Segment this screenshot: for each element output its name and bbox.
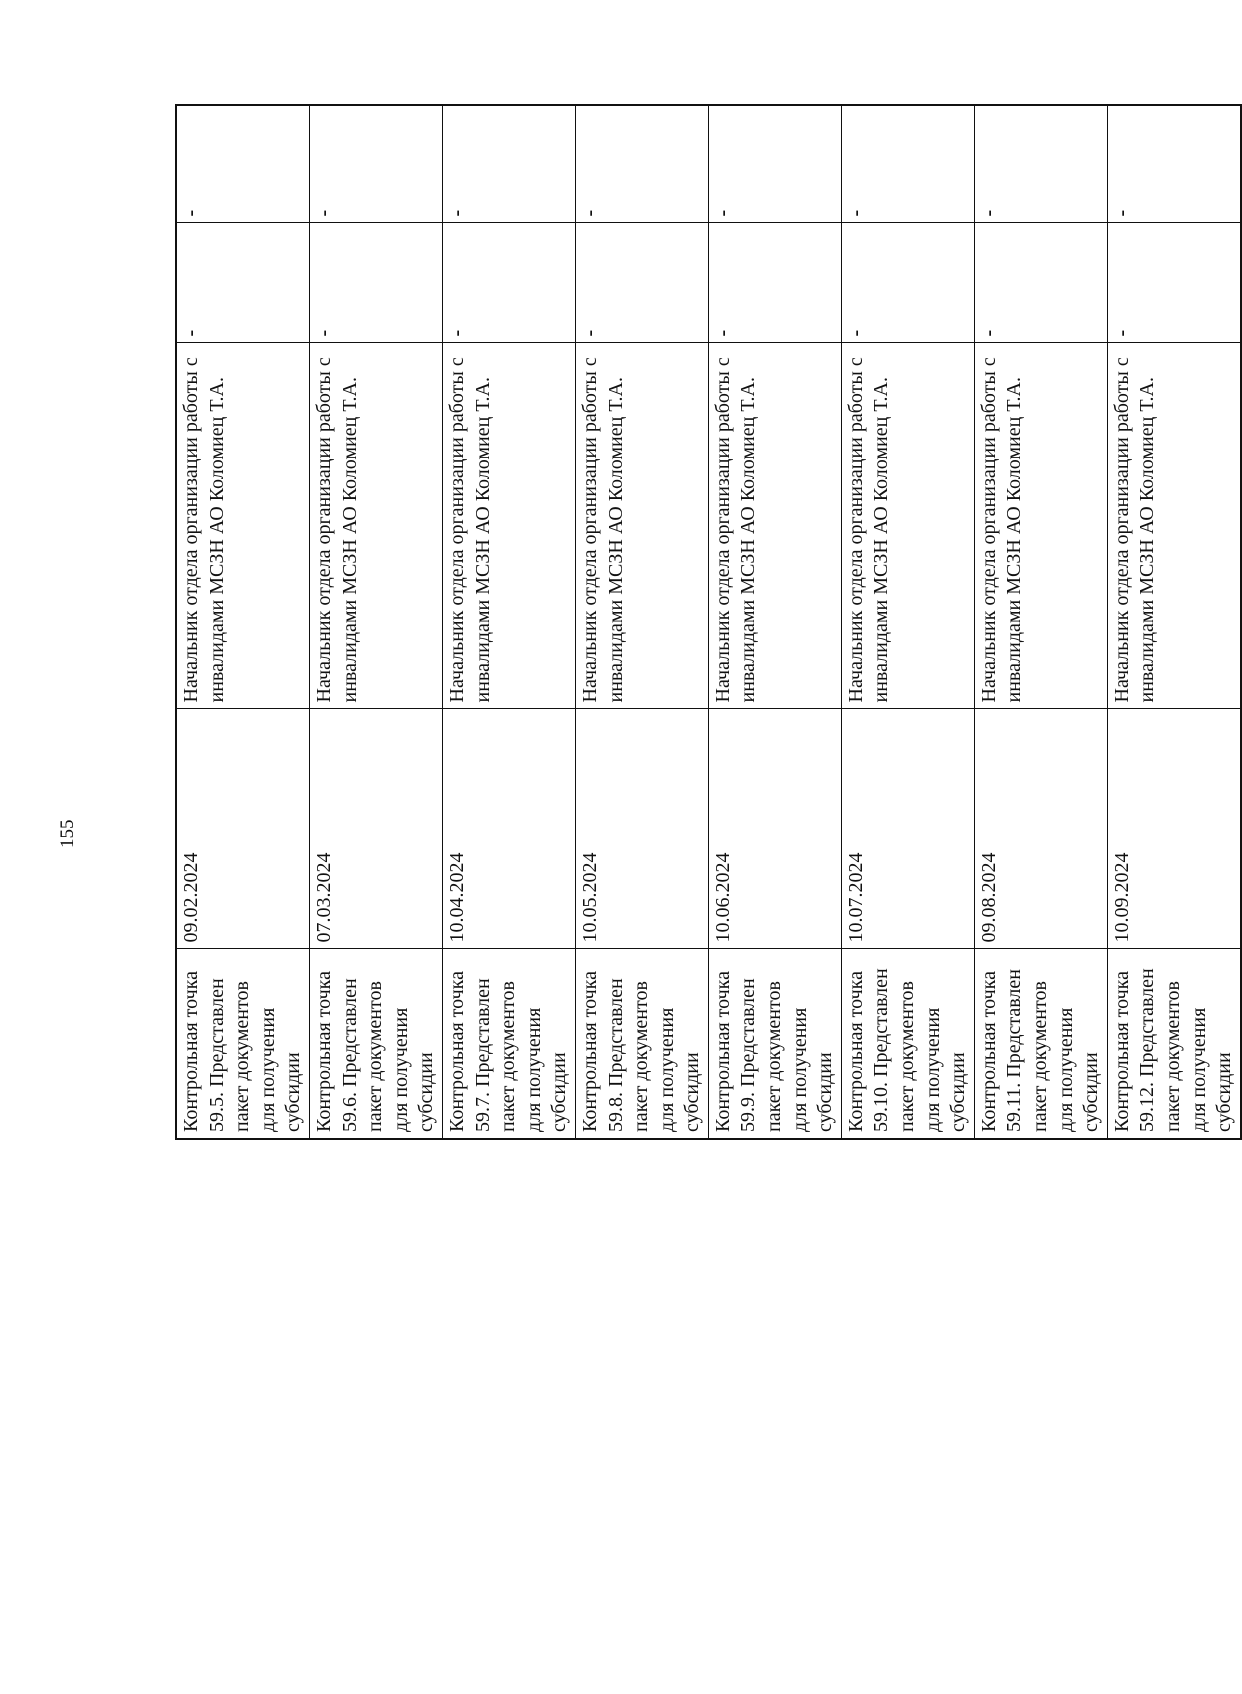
empty-cell-dash: - (841, 105, 974, 223)
responsible-person: Начальник отдела организации работы с инвалидами МСЗН АО Коломиец Т.А. (309, 343, 442, 709)
empty-cell-dash: - (1107, 105, 1240, 223)
control-point-date: 07.03.2024 (309, 709, 442, 949)
empty-cell-dash: - (309, 105, 442, 223)
empty-cell-dash: - (176, 223, 309, 343)
table-row (1107, 105, 1240, 1139)
table-row (708, 105, 841, 1139)
empty-cell-dash: - (708, 223, 841, 343)
control-points-table-wrapper (175, 106, 1236, 1140)
control-point-title: Контрольная точка 59.7. Представлен пакет документов для получения субсидии (442, 949, 575, 1139)
control-point-date: 10.07.2024 (841, 709, 974, 949)
empty-cell-dash: - (708, 105, 841, 223)
table-row (309, 105, 442, 1139)
control-point-date: 10.04.2024 (442, 709, 575, 949)
control-point-title: Контрольная точка 59.11. Представлен пакет документов для получения субсидии (974, 949, 1107, 1139)
table-row (176, 105, 309, 1139)
responsible-person: Начальник отдела организации работы с инвалидами МСЗН АО Коломиец Т.А. (974, 343, 1107, 709)
page-number: 155 (57, 819, 78, 848)
empty-cell-dash: - (309, 223, 442, 343)
responsible-person: Начальник отдела организации работы с инвалидами МСЗН АО Коломиец Т.А. (1107, 343, 1240, 709)
control-point-title: Контрольная точка 59.6. Представлен пакет документов для получения субсидии (309, 949, 442, 1139)
control-point-title: Контрольная точка 59.9. Представлен пакет документов для получения субсидии (708, 949, 841, 1139)
responsible-person: Начальник отдела организации работы с инвалидами МСЗН АО Коломиец Т.А. (176, 343, 309, 709)
empty-cell-dash: - (575, 223, 708, 343)
empty-cell-dash: - (974, 105, 1107, 223)
control-point-date: 10.05.2024 (575, 709, 708, 949)
empty-cell-dash: - (442, 223, 575, 343)
empty-cell-dash: - (176, 105, 309, 223)
table-row (442, 105, 575, 1139)
empty-cell-dash: - (841, 223, 974, 343)
control-point-date: 09.08.2024 (974, 709, 1107, 949)
control-point-date: 10.06.2024 (708, 709, 841, 949)
empty-cell-dash: - (974, 223, 1107, 343)
control-point-title: Контрольная точка 59.5. Представлен пакет документов для получения субсидии (176, 949, 309, 1139)
empty-cell-dash: - (1107, 223, 1240, 343)
responsible-person: Начальник отдела организации работы с инвалидами МСЗН АО Коломиец Т.А. (841, 343, 974, 709)
control-point-date: 09.02.2024 (176, 709, 309, 949)
empty-cell-dash: - (442, 105, 575, 223)
control-points-table (175, 104, 1242, 1140)
control-point-title: Контрольная точка 59.10. Представлен пакет документов для получения субсидии (841, 949, 974, 1139)
responsible-person: Начальник отдела организации работы с инвалидами МСЗН АО Коломиец Т.А. (708, 343, 841, 709)
control-point-date: 10.09.2024 (1107, 709, 1240, 949)
responsible-person: Начальник отдела организации работы с инвалидами МСЗН АО Коломиец Т.А. (575, 343, 708, 709)
table-row (575, 105, 708, 1139)
table-row (841, 105, 974, 1139)
table-row (974, 105, 1107, 1139)
empty-cell-dash: - (575, 105, 708, 223)
control-point-title: Контрольная точка 59.12. Представлен пакет документов для получения субсидии (1107, 949, 1240, 1139)
control-point-title: Контрольная точка 59.8. Представлен пакет документов для получения субсидии (575, 949, 708, 1139)
responsible-person: Начальник отдела организации работы с инвалидами МСЗН АО Коломиец Т.А. (442, 343, 575, 709)
